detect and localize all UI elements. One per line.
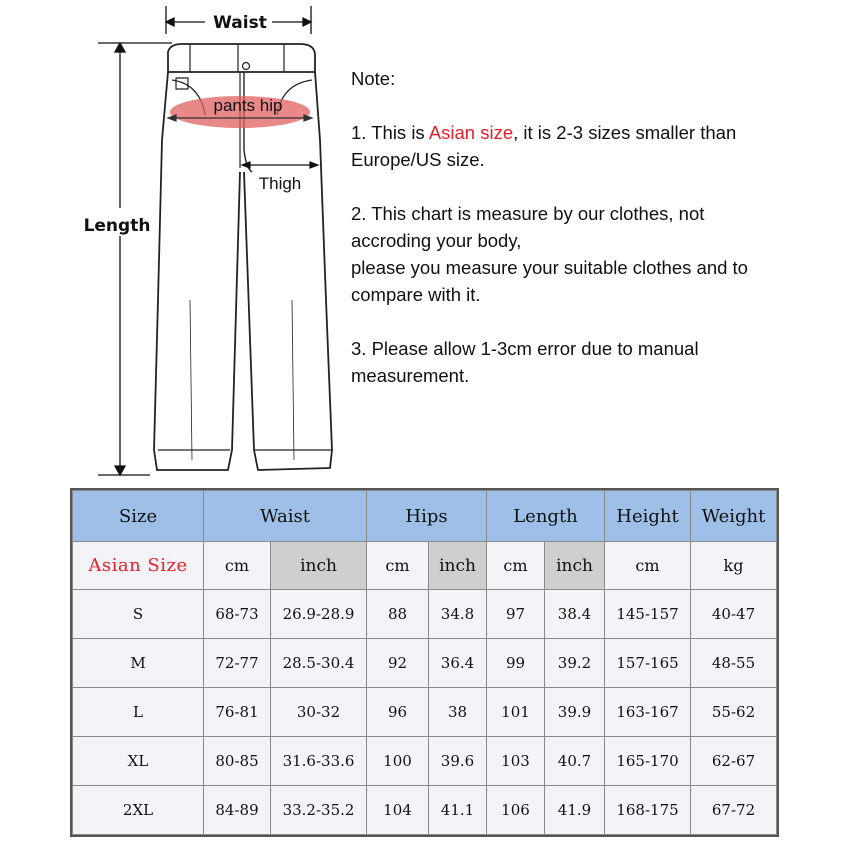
length-label: Length	[83, 216, 151, 236]
thigh-arrow	[242, 162, 318, 168]
cell-length-inch: 40.7	[545, 737, 605, 786]
unit-waist-inch: inch	[271, 542, 367, 590]
cell-waist-cm: 72-77	[204, 639, 271, 688]
cell-hips-inch: 36.4	[429, 639, 487, 688]
cell-height: 145-157	[605, 590, 691, 639]
header-hips: Hips	[367, 491, 487, 542]
header-height: Height	[605, 491, 691, 542]
cell-hips-inch: 34.8	[429, 590, 487, 639]
unit-height-cm: cm	[605, 542, 691, 590]
cell-size: 2XL	[73, 786, 204, 835]
header-row	[73, 491, 777, 542]
cell-length-cm: 101	[487, 688, 545, 737]
cell-hips-cm: 100	[367, 737, 429, 786]
unit-hips-cm: cm	[367, 542, 429, 590]
header-weight: Weight	[691, 491, 777, 542]
cell-size: S	[73, 590, 204, 639]
cell-length-cm: 106	[487, 786, 545, 835]
notes-heading: Note:	[351, 68, 396, 89]
table-row	[73, 786, 777, 835]
notes-section	[351, 65, 831, 389]
unit-length-cm: cm	[487, 542, 545, 590]
cell-waist-inch: 33.2-35.2	[271, 786, 367, 835]
cell-size: M	[73, 639, 204, 688]
length-arrow	[98, 43, 172, 475]
unit-waist-cm: cm	[204, 542, 271, 590]
asian-size-label: Asian Size	[73, 542, 204, 590]
cell-waist-cm: 76-81	[204, 688, 271, 737]
cell-waist-cm: 68-73	[204, 590, 271, 639]
cell-hips-cm: 88	[367, 590, 429, 639]
note-2-line-2: accroding your body,	[351, 230, 522, 251]
cell-hips-inch: 41.1	[429, 786, 487, 835]
cell-hips-cm: 92	[367, 639, 429, 688]
cell-waist-cm: 80-85	[204, 737, 271, 786]
cell-length-inch: 38.4	[545, 590, 605, 639]
unit-weight-kg: kg	[691, 542, 777, 590]
pants-diagram	[0, 0, 340, 490]
cell-hips-cm: 96	[367, 688, 429, 737]
cell-hips-inch: 39.6	[429, 737, 487, 786]
header-size: Size	[73, 491, 204, 542]
hip-label: pants hip	[213, 96, 283, 115]
waist-label: Waist	[213, 13, 267, 33]
cell-length-inch: 39.9	[545, 688, 605, 737]
cell-height: 157-165	[605, 639, 691, 688]
cell-weight: 55-62	[691, 688, 777, 737]
table-row	[73, 639, 777, 688]
note-1	[351, 119, 831, 146]
cell-weight: 67-72	[691, 786, 777, 835]
cell-size: XL	[73, 737, 204, 786]
cell-length-inch: 39.2	[545, 639, 605, 688]
cell-height: 168-175	[605, 786, 691, 835]
units-row	[73, 542, 777, 590]
cell-length-cm: 103	[487, 737, 545, 786]
unit-hips-inch: inch	[429, 542, 487, 590]
header-length: Length	[487, 491, 605, 542]
cell-weight: 40-47	[691, 590, 777, 639]
cell-waist-inch: 31.6-33.6	[271, 737, 367, 786]
size-chart-table	[72, 490, 777, 835]
note-2-line-1: 2. This chart is measure by our clothes, not	[351, 203, 705, 224]
cell-hips-inch: 38	[429, 688, 487, 737]
table-row	[73, 590, 777, 639]
cell-waist-inch: 28.5-30.4	[271, 639, 367, 688]
note-1-text-before: 1. This is	[351, 122, 429, 143]
cell-weight: 62-67	[691, 737, 777, 786]
table-row	[73, 737, 777, 786]
cell-height: 165-170	[605, 737, 691, 786]
cell-length-cm: 99	[487, 639, 545, 688]
header-waist: Waist	[204, 491, 367, 542]
cell-waist-inch: 26.9-28.9	[271, 590, 367, 639]
thigh-label: Thigh	[258, 174, 302, 193]
note-2-line-4: compare with it.	[351, 284, 481, 305]
cell-size: L	[73, 688, 204, 737]
cell-length-inch: 41.9	[545, 786, 605, 835]
cell-hips-cm: 104	[367, 786, 429, 835]
cell-length-cm: 97	[487, 590, 545, 639]
asian-size-highlight: Asian size	[428, 122, 514, 143]
note-2-line-3: please you measure your suitable clothes and to	[351, 257, 748, 278]
cell-height: 163-167	[605, 688, 691, 737]
unit-length-inch: inch	[545, 542, 605, 590]
table-row	[73, 688, 777, 737]
cell-waist-cm: 84-89	[204, 786, 271, 835]
note-1-line-2: Europe/US size.	[351, 149, 485, 170]
note-3-line-2: measurement.	[351, 365, 470, 386]
cell-weight: 48-55	[691, 639, 777, 688]
note-1-text-after: , it is 2-3 sizes smaller than	[513, 122, 737, 143]
note-3-line-1: 3. Please allow 1-3cm error due to manual	[351, 338, 699, 359]
cell-waist-inch: 30-32	[271, 688, 367, 737]
